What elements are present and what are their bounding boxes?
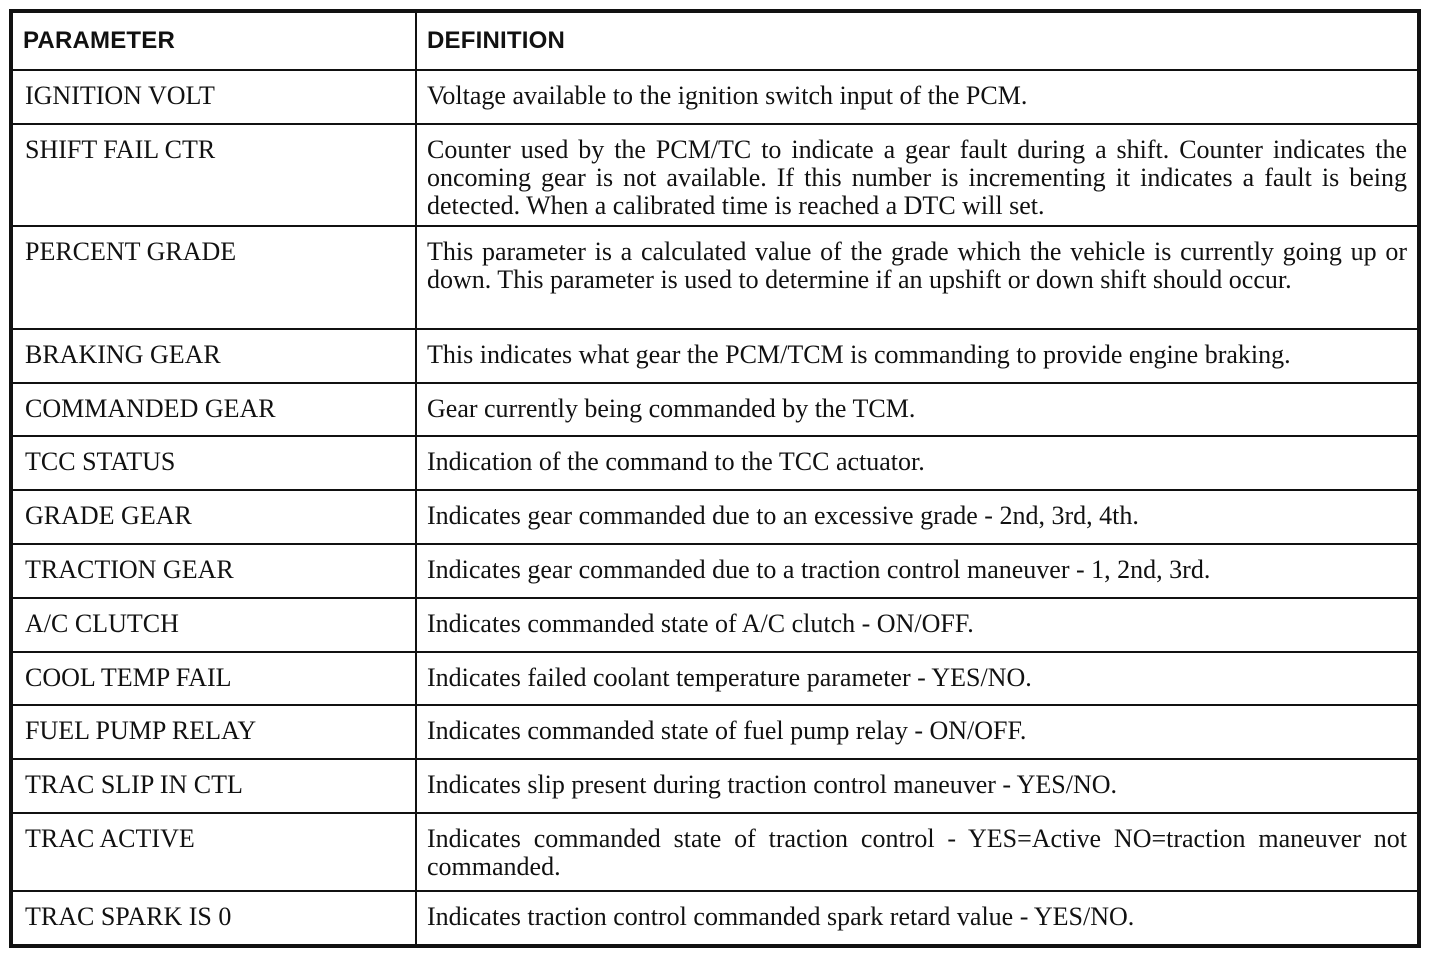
parameter-cell: BRAKING GEAR — [12, 329, 416, 383]
definition-cell: Indicates commanded state of A/C clutch - ON/OFF. — [416, 598, 1418, 652]
table-row-ignition-volt — [12, 70, 1418, 124]
table-row-commanded-gear — [12, 383, 1418, 437]
table-header-row — [12, 12, 1418, 70]
definition-cell: Counter used by the PCM/TC to indicate a gear fault during a shift. Counter indicates the oncoming gear is not available. If this number is incrementing it indicates a fault is being detected. When a calibrated time is reached a DTC will set. — [416, 124, 1418, 227]
parameter-cell: SHIFT FAIL CTR — [12, 124, 416, 227]
definition-column-header: DEFINITION — [416, 12, 1418, 70]
table-row-braking-gear — [12, 329, 1418, 383]
table-row-ac-clutch — [12, 598, 1418, 652]
parameter-definition-table-frame — [9, 9, 1421, 948]
definition-cell: Indicates gear commanded due to an excessive grade - 2nd, 3rd, 4th. — [416, 490, 1418, 544]
definition-cell: This parameter is a calculated value of the grade which the vehicle is currently going up or down. This parameter is used to determine if an upshift or down shift should occur. — [416, 226, 1418, 329]
parameter-cell: TCC STATUS — [12, 436, 416, 490]
table-row-grade-gear — [12, 490, 1418, 544]
parameter-cell: COMMANDED GEAR — [12, 383, 416, 437]
parameter-cell: GRADE GEAR — [12, 490, 416, 544]
definition-cell: Voltage available to the ignition switch input of the PCM. — [416, 70, 1418, 124]
parameter-cell: TRACTION GEAR — [12, 544, 416, 598]
table-row-trac-active — [12, 813, 1418, 891]
table-row-percent-grade — [12, 226, 1418, 329]
definition-cell: Indication of the command to the TCC actuator. — [416, 436, 1418, 490]
parameter-cell: IGNITION VOLT — [12, 70, 416, 124]
definition-cell: This indicates what gear the PCM/TCM is commanding to provide engine braking. — [416, 329, 1418, 383]
parameter-cell: TRAC SLIP IN CTL — [12, 759, 416, 813]
definition-cell: Indicates commanded state of traction control - YES=Active NO=traction maneuver not commanded. — [416, 813, 1418, 891]
parameter-cell: FUEL PUMP RELAY — [12, 705, 416, 759]
table-row-shift-fail-ctr — [12, 124, 1418, 227]
table-row-fuel-pump-relay — [12, 705, 1418, 759]
parameter-cell: A/C CLUTCH — [12, 598, 416, 652]
definition-cell: Indicates slip present during traction control maneuver - YES/NO. — [416, 759, 1418, 813]
table-row-cool-temp-fail — [12, 652, 1418, 706]
parameter-column-header: PARAMETER — [12, 12, 416, 70]
definition-cell: Indicates failed coolant temperature parameter - YES/NO. — [416, 652, 1418, 706]
definition-cell: Indicates gear commanded due to a traction control maneuver - 1, 2nd, 3rd. — [416, 544, 1418, 598]
definition-cell: Indicates commanded state of fuel pump relay - ON/OFF. — [416, 705, 1418, 759]
parameter-cell: COOL TEMP FAIL — [12, 652, 416, 706]
parameter-cell: PERCENT GRADE — [12, 226, 416, 329]
parameter-cell: TRAC ACTIVE — [12, 813, 416, 891]
table-row-tcc-status — [12, 436, 1418, 490]
table-row-trac-spark-is-0 — [12, 891, 1418, 945]
parameter-definition-table — [11, 11, 1419, 946]
definition-cell: Gear currently being commanded by the TCM. — [416, 383, 1418, 437]
table-row-traction-gear — [12, 544, 1418, 598]
definition-cell: Indicates traction control commanded spark retard value - YES/NO. — [416, 891, 1418, 945]
parameter-cell: TRAC SPARK IS 0 — [12, 891, 416, 945]
table-row-trac-slip-in-ctl — [12, 759, 1418, 813]
